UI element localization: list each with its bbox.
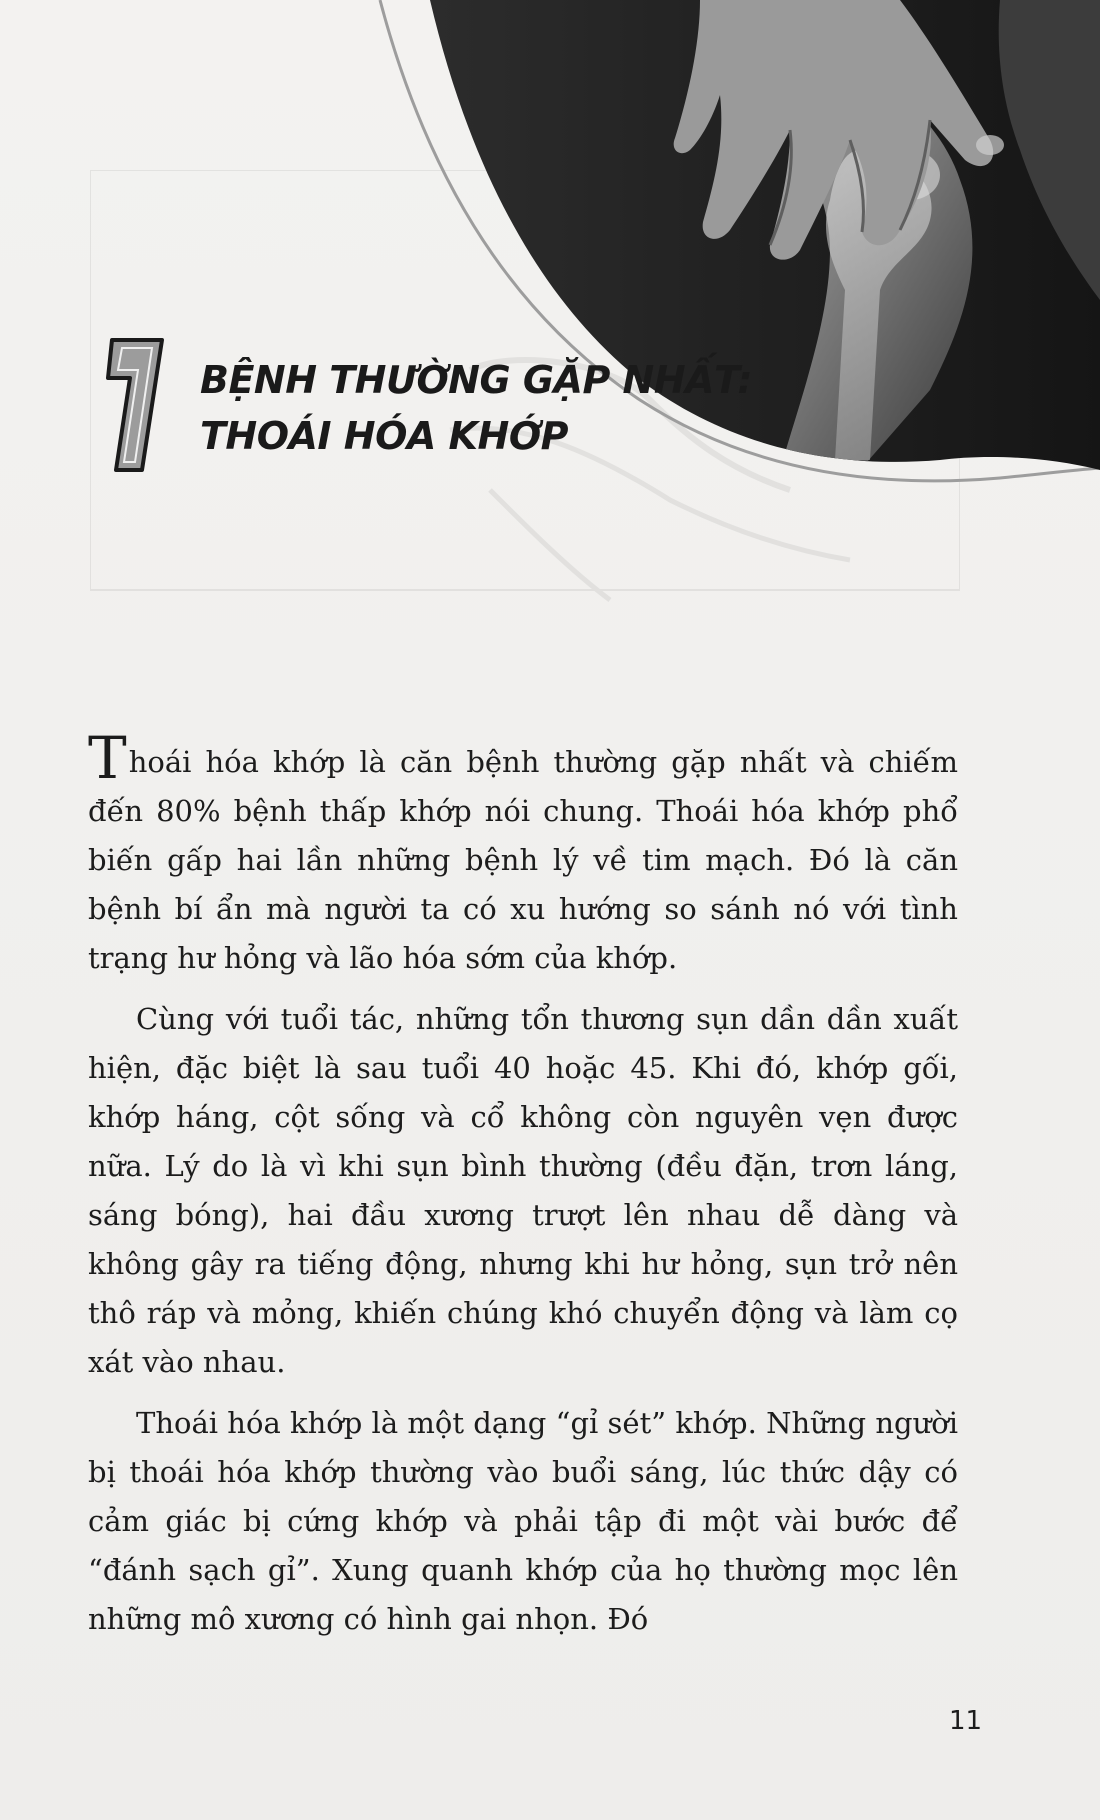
- chapter-number-graphic: [92, 330, 172, 480]
- paragraph-3: Thoái hóa khớp là một dạng “gỉ sét” khớp. Những người bị thoái hóa khớp thường vào buổi sáng, lúc thức dậy có cảm giác bị cứng khớp và phải tập đi một vài bước để “đánh sạch gỉ”. Xung quanh khớp của họ thường mọc lên những mô xương có hình gai nhọn. Đó: [88, 1406, 958, 1636]
- chapter-title-line-1: BỆNH THƯỜNG GẶP NHẤT:: [200, 358, 753, 402]
- paragraph-2: Cùng với tuổi tác, những tổn thương sụn dần dần xuất hiện, đặc biệt là sau tuổi 40 hoặc 45. Khi đó, khớp gối, khớp háng, cột sống và cổ không còn nguyên vẹn được nữa. Lý do là vì khi sụn bình thường (đều đặn, trơn láng, sáng bóng), hai đầu xương trượt lên nhau dễ dàng và không gây ra tiếng động, nhưng khi hư hỏng, sụn trở nên thô ráp và mỏng, khiến chúng khó chuyển động và làm cọ xát vào nhau.: [88, 1002, 958, 1379]
- chapter-title: [200, 352, 752, 464]
- paragraph-1: [88, 724, 958, 983]
- body-text: [88, 724, 958, 1656]
- drop-cap: T: [88, 724, 127, 792]
- paragraph-1-text: hoái hóa khớp là căn bệnh thường gặp nhất và chiếm đến 80% bệnh thấp khớp nói chung. Thoái hóa khớp phổ biến gấp hai lần những bệnh lý về tim mạch. Đó là căn bệnh bí ẩn mà người ta có xu hướng so sánh nó với tình trạng hư hỏng và lão hóa sớm của khớp.: [88, 745, 958, 975]
- page-number: 11: [949, 1706, 983, 1736]
- chapter-title-line-2: THOÁI HÓA KHỚP: [200, 414, 568, 458]
